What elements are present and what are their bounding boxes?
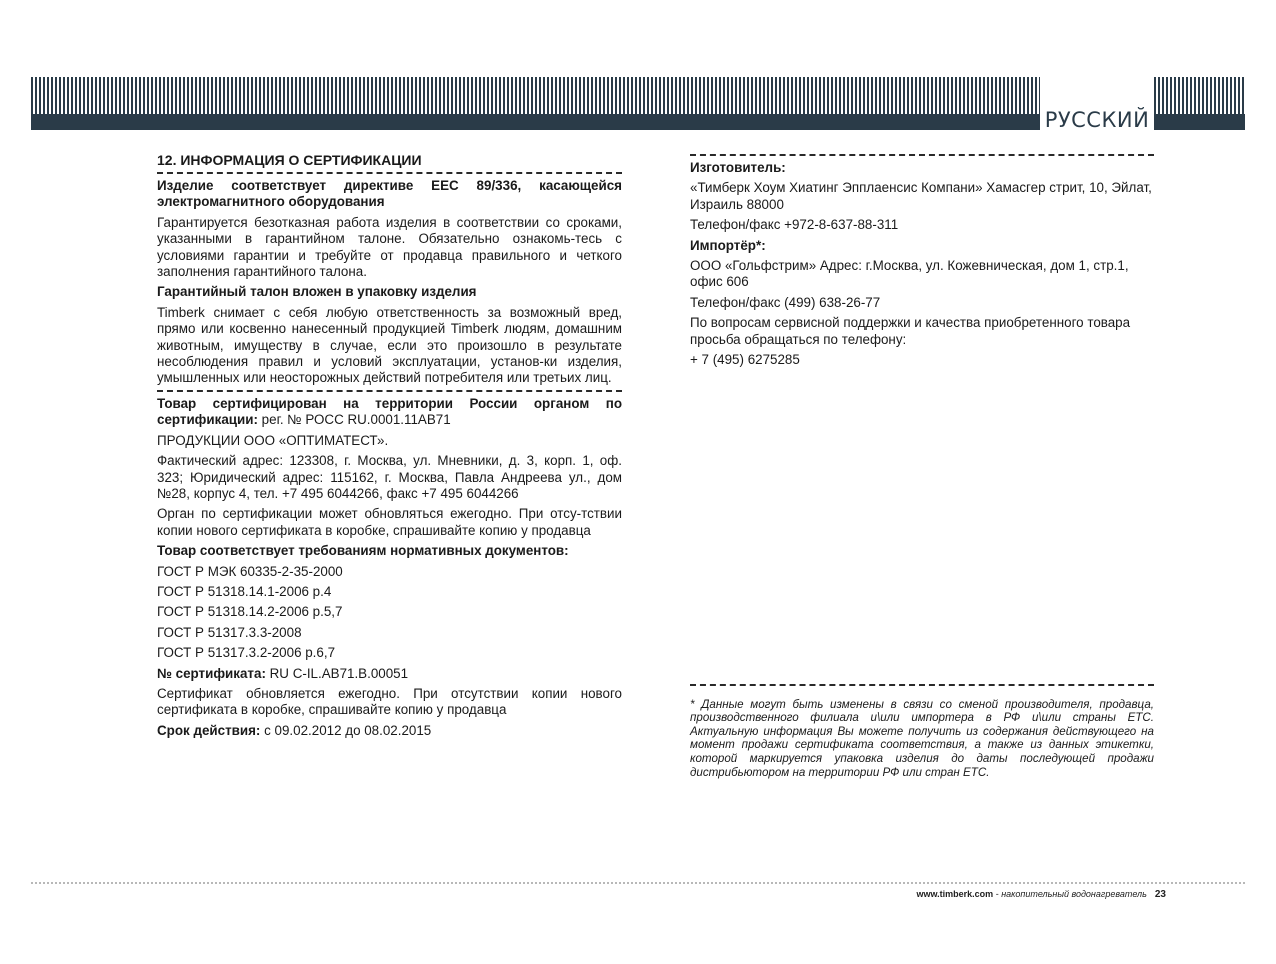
- warranty-heading: Гарантийный талон вложен в упаковку изделия: [157, 284, 477, 300]
- footer-dotted-rule: [31, 882, 1245, 884]
- manufacturer-address: «Тимберк Хоум Хиатинг Эпплаенсис Компани» Хамасгер стрит, 10, Эйлат, Израиль 88000: [690, 180, 1152, 212]
- cert-number-value: RU C-IL.AB71.B.00051: [265, 665, 409, 681]
- page-number: 23: [1154, 889, 1166, 900]
- header-solid-bar: [31, 114, 1040, 130]
- manufacturer-phone: Телефон/факс +972-8-637-88-311: [690, 217, 899, 233]
- importer-phone: Телефон/факс (499) 638-26-77: [690, 294, 881, 310]
- directive-heading: Изделие соответствует директиве ЕЕС 89/336, касающейся электромагнитного оборудования: [157, 178, 622, 210]
- certified-reg: рег. № РОСС RU.0001.11АВ71: [257, 412, 451, 428]
- validity-label: Срок действия:: [157, 722, 261, 738]
- address-text: Фактический адрес: 123308, г. Москва, ул. Мневники, д. 3, корп. 1, оф. 323; Юридический адрес: 115162, г. Москва, Павла Андреева ул., дом №28, корпус 4, тел. +7 495 6044266, факс +7 495 6044266: [157, 453, 622, 501]
- header-stripes: [31, 77, 1040, 114]
- norm-item: ГОСТ Р 51317.3.2-2006 р.6,7: [157, 645, 336, 661]
- liability-text: Timberk снимает с себя любую ответственность за возможный вред, прямо или косвенно нанесенный продукцией Timberk людям, домашним животным, имуществу в случае, если это произошло в результате несоблюдения правил и условий эксплуатации, установ-ки изделия, умышленных или неосторожных действий потребителя или третьих лиц.: [157, 304, 622, 386]
- certified-heading: Товар сертифицирован на территории России органом по сертификации:: [157, 395, 622, 428]
- norm-item: ГОСТ Р МЭК 60335-2-35-2000: [157, 563, 343, 579]
- cert-update-text: Сертификат обновляется ежегодно. При отсутствии копии нового сертификата в коробке, спрашивайте копию у продавца: [157, 685, 622, 718]
- norm-item: ГОСТ Р 51318.14.2-2006 р.5,7: [157, 604, 343, 620]
- certified-org: ПРОДУКЦИИ ООО «ОПТИМАТЕСТ».: [157, 432, 389, 448]
- guarantee-text: Гарантируется безотказная работа изделия в соответствии со сроками, указанными в гарантийном талоне. Обязательно ознакомь-тесь с условиями гарантии и требуйте от продавца правильного и четкого заполнения гарантийного талона.: [157, 214, 622, 280]
- header-solid-bar: [1154, 114, 1245, 130]
- header-stripes: [1154, 77, 1245, 114]
- importer-footnote: [690, 681, 1154, 791]
- manufacturer-column: [690, 151, 1154, 368]
- dashed-rule: [157, 172, 622, 174]
- manufacturer-heading: Изготовитель:: [690, 160, 786, 175]
- validity-value: с 09.02.2012 до 08.02.2015: [260, 722, 432, 738]
- language-label: РУССКИЙ: [1040, 104, 1154, 136]
- service-phone: + 7 (495) 6275285: [690, 352, 800, 368]
- footnote-text: * Данные могут быть изменены в связи со сменой производителя, продавца, производственного филиала и\или импортера в РФ и\или страны ЕТС. Актуальную информация Вы можете получить из содержания действующего на момент продажи сертификата соответствия, а также из данных этикетки, которой маркируется упаковка изделия до даты последующей продажи дистрибьютором на территории РФ или стран ЕТС.: [690, 697, 1154, 779]
- header-band-right: [1154, 77, 1245, 130]
- norm-item: ГОСТ Р 51318.14.1-2006 р.4: [157, 583, 332, 599]
- importer-heading: Импортёр*:: [690, 237, 766, 253]
- dashed-rule: [690, 154, 1154, 156]
- cert-number-label: № сертификата:: [157, 665, 266, 681]
- cert-number: [157, 666, 622, 682]
- importer-address: ООО «Гольфстрим» Адрес: г.Москва, ул. Кожевническая, дом 1, стр.1, офис 606: [690, 258, 1129, 290]
- footer-site: www.timberk.com: [916, 889, 994, 899]
- footer-tagline: накопительный водонагреватель: [1001, 889, 1147, 899]
- page-footer: [917, 889, 1167, 900]
- certification-column: [157, 151, 622, 739]
- dashed-rule: [157, 390, 622, 392]
- footer-separator: -: [993, 889, 1002, 899]
- norm-item: ГОСТ Р 51317.3.3-2008: [157, 624, 302, 640]
- header-band-left: [31, 77, 1040, 130]
- section-title: 12. ИНФОРМАЦИЯ О СЕРТИФИКАЦИИ: [157, 152, 422, 168]
- organ-text: Орган по сертификации может обновляться ежегодно. При отсу-тствии копии нового сертификата в коробке, спрашивайте копию у продавца: [157, 506, 622, 538]
- service-text: По вопросам сервисной поддержки и качества приобретенного товара просьба обращаться по телефону:: [690, 315, 1131, 347]
- validity: [157, 723, 622, 739]
- dashed-rule: [690, 684, 1154, 686]
- certified-paragraph: [157, 396, 622, 429]
- norms-heading: Товар соответствует требованиям нормативных документов:: [157, 543, 569, 559]
